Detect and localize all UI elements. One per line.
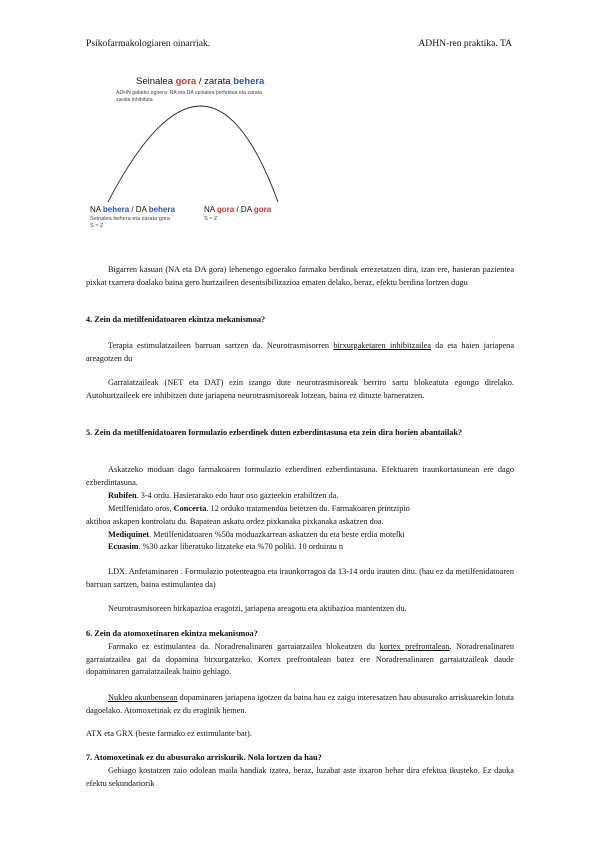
q5-paragraph-summary: Neurotrasmisoreen birkapazioa eragotzi, jariapena areagotu eta aktibazioa mantentzen du. bbox=[108, 604, 407, 613]
q6-paragraph-2: Nukleo akunbensean dopaminaren jariapena igotzen da baina hau ez zaigu interesatzen hau abusurako arriskuarekin lotuta dagoelako. Atomoxetinak ez du eraginik hemen. bbox=[86, 693, 514, 715]
signal-noise-figure bbox=[86, 70, 346, 240]
q4-paragraph-1: Terapia estimulatzaileen barruan sartzen da. Neurotrasmisorren birxurgaketaren inhibitzailea da eta haien jariapena areagotzen du bbox=[86, 341, 515, 363]
q6-paragraph-3: ATX eta GRX (beste farmako ez estimulante bat). bbox=[86, 729, 252, 738]
right-state-sub: S ≈ Z bbox=[204, 216, 218, 222]
q5-item-ecuasim: Ecuasim. %30 azkar liberatuko litzateke eta %70 poliki. 10 orduirau n bbox=[108, 542, 344, 551]
q5-item-concerta-cont: aktiboa askapen kontrolatu du. Bapatean askatu ordez pixkanaka pixkanaka askatzen doa. bbox=[86, 517, 384, 526]
intro-paragraph: Bigarren kasuan (NA eta DA gora) lehenengo egoerako farmako berdinak errezetatzen dira, izan ere, hasieran pazientea pixkat txarrera doalako baina gero hurtzaileen desentsibilizazioa ematen delako, beraz, efektu berdina lortzen dugu bbox=[86, 265, 514, 287]
question-4: 4. Zein da metilfenidatoaren ekintza mekanismoa? bbox=[86, 315, 266, 324]
figure-note-2: zarata inhibituta bbox=[116, 97, 153, 103]
q7-paragraph-1: Gehiago kostatzen zaio odolean maila handiak izatea, beraz, luzabat aste itxaron behar dira efektua ikusteko. Ez dauka efektu sekundariorik bbox=[86, 766, 514, 788]
left-state-label: NA behera / DA behera bbox=[90, 205, 175, 214]
header-right: ADHN-ren praktika. TA bbox=[418, 38, 512, 49]
right-state-label: NA gora / DA gora bbox=[204, 205, 272, 214]
q5-paragraph-1: Askatzeko moduan dago farmakoaren formulazio ezberdinen ezberdintasuna. Efektuaren iraunkortasunean ere dago ezberdintasuna. bbox=[86, 465, 514, 487]
left-state-sub: Seinalea behera eta zarata gora bbox=[90, 216, 170, 222]
q5-item-mediquinet: Mediquinet. Metilfenidatoaren %50a moduazkarrean askatzen du eta beste erdia motelki bbox=[108, 530, 405, 539]
figure-title: Seinalea gora / zarata behera bbox=[136, 76, 265, 87]
figure-note: ADHN gabeko egoera: NA eta DA seinalea perfektua eta zarata bbox=[116, 90, 262, 96]
q5-item-rubifen: Rubifen. 3-4 ordu. Hasierarako edo haur oso gazteekin erabiltzen da. bbox=[108, 491, 339, 500]
inverted-u-curve bbox=[86, 70, 346, 240]
question-6: 6. Zein da atomoxetinaren ekintza mekanismoa? bbox=[86, 629, 258, 638]
left-state-sub-2: S ≈ Z bbox=[90, 223, 104, 229]
q4-paragraph-2: Garraiatzaileak (NET eta DAT) ezin izango dute neurotrasmisoreak berriro sartu blokeatuta egongo direlako. Autohurtzaileek ere inhibitzen dute jariapena neurotrasmisoreak lotzean, baina ez dituzte barneratzen. bbox=[86, 378, 514, 400]
header-left: Psikofarmakologiaren oinarriak. bbox=[86, 38, 211, 49]
q5-item-concerta: Metilfenidato oros, Concerta. 12 orduko tratamendua betetzen du. Farmakoaren printzipio bbox=[108, 504, 410, 513]
question-7: 7. Atomoxetinak ez du abusurako arriskurik. Nola lortzen da hau? bbox=[86, 753, 322, 762]
question-5: 5. Zein da metilfenidatoaren formulazio ezberdinek duten ezberdintasuna eta zein dira horien abantailak? bbox=[86, 428, 463, 437]
q5-paragraph-ldx: LDX. Anfetaminaren . Formulazio potenteagoa eta iraunkorragoa da 13-14 ordu irauten ditu. (hau ez da metilfenidatoaren barruan sartzen, baina estimulantea da) bbox=[86, 567, 514, 589]
q6-paragraph-1: Farmako ez estimulantea da. Noradrenalinaren garraiatzailea blokeatzen du kortex prefrontalean. Noradrenalinaren garraiatzailea gai da dopamina birxurgatzeko. Kortex prefrontalean batez ere Noradrenalinaren garraiatzaileak daude dopaminaren garraiatzaileak baino gehiago. bbox=[86, 642, 514, 677]
